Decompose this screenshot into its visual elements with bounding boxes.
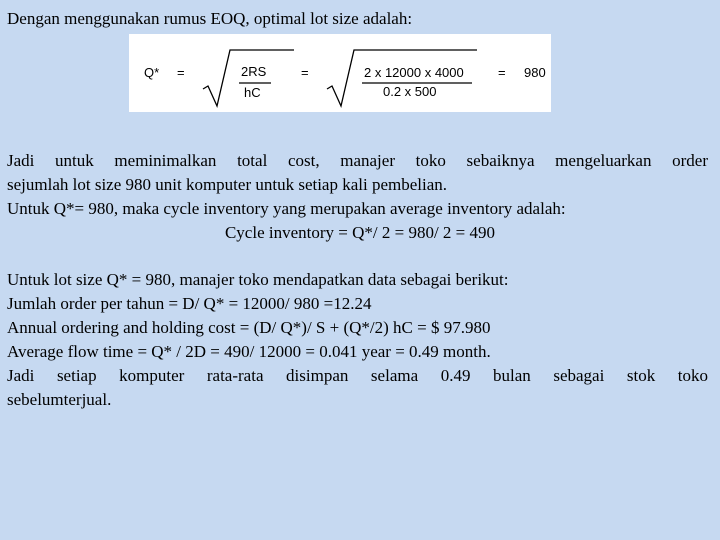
- paragraph2-line3: Annual ordering and holding cost = (D/ Q*)/ S + (Q*/2) hC = $ 97.980: [7, 318, 491, 337]
- formula-numerator-2: 2 x 12000 x 4000: [364, 65, 464, 80]
- eoq-formula-image: [129, 34, 551, 112]
- formula-equals-1: =: [177, 65, 185, 80]
- formula-equals-2: =: [301, 65, 309, 80]
- formula-result: 980: [524, 65, 546, 80]
- formula-denominator-1: hC: [244, 85, 261, 100]
- formula-lhs: Q*: [144, 65, 160, 80]
- paragraph1-line3: Untuk Q*= 980, maka cycle inventory yang merupakan average inventory adalah:: [7, 199, 566, 218]
- paragraph2-line6: sebelumterjual.: [7, 390, 112, 409]
- paragraph2-line5: Jadi setiap komputer rata-rata disimpan selama 0.49 bulan sebagai stok toko: [7, 366, 708, 385]
- paragraph2-line1: Untuk lot size Q* = 980, manajer toko mendapatkan data sebagai berikut:: [7, 270, 509, 289]
- formula-numerator-1: 2RS: [241, 64, 267, 79]
- formula-denominator-2: 0.2 x 500: [383, 84, 437, 99]
- cycle-inventory-line: Cycle inventory = Q*/ 2 = 980/ 2 = 490: [224, 223, 496, 242]
- paragraph2-line2: Jumlah order per tahun = D/ Q* = 12000/ 980 =12.24: [7, 294, 372, 313]
- eoq-formula: [129, 34, 551, 112]
- formula-equals-3: =: [498, 65, 506, 80]
- paragraph1-line2: sejumlah lot size 980 unit komputer untuk setiap kali pembelian.: [7, 175, 448, 194]
- intro-text: Dengan menggunakan rumus EOQ, optimal lot size adalah:: [7, 9, 413, 28]
- paragraph1-line1: Jadi untuk meminimalkan total cost, manajer toko sebaiknya mengeluarkan order: [7, 151, 708, 170]
- paragraph2-line4: Average flow time = Q* / 2D = 490/ 12000 = 0.041 year = 0.49 month.: [7, 342, 491, 361]
